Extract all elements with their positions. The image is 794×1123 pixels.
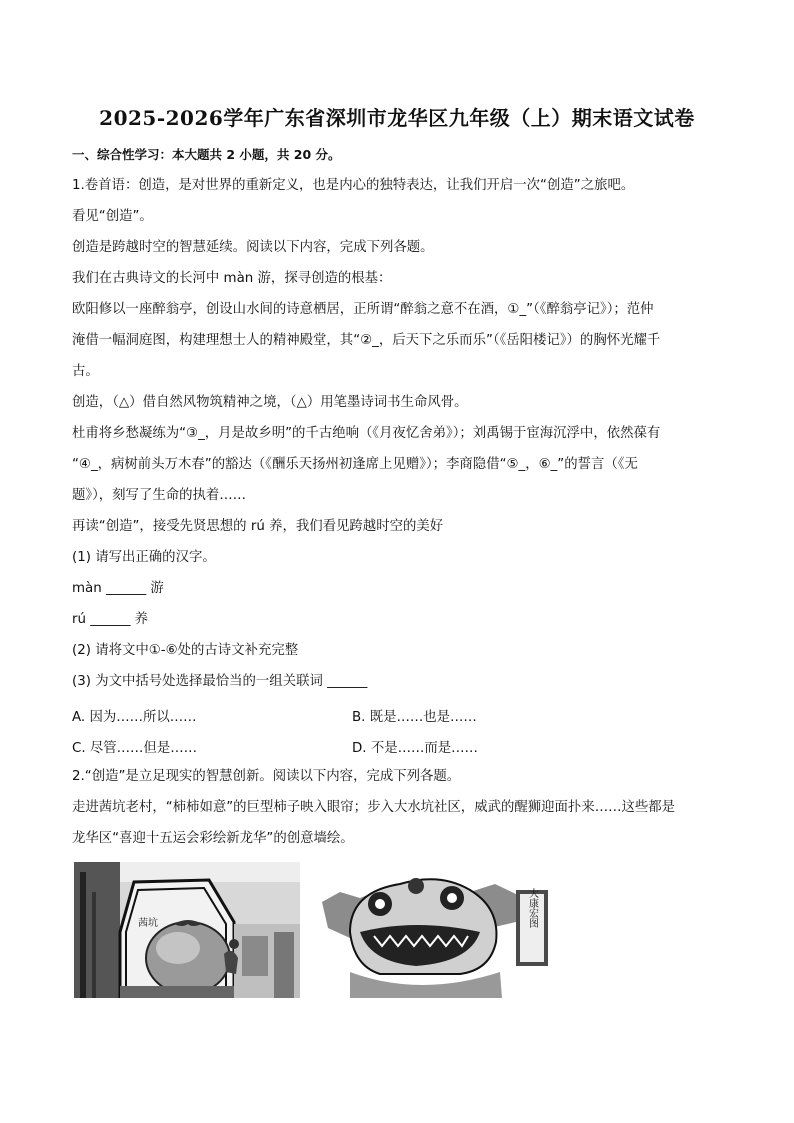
q2-paragraph: 龙华区“喜迎十五运会彩绘新龙华”的创意墙绘。 bbox=[72, 831, 354, 846]
q1-paragraph: 淹借一幅洞庭图，构建理想士人的精神殿堂，其“②_，后天下之乐而乐”（《岳阳楼记》）的胸怀光耀千 bbox=[72, 333, 661, 348]
q1-see: 看见“创造”。 bbox=[72, 209, 153, 224]
q1-sub3: (3) 为文中括号处选择最恰当的一组关联词 ______ bbox=[72, 674, 368, 689]
q1-paragraph: 欧阳修以一座醉翁亭，创设山水间的诗意栖居，正所谓“醉翁之意不在酒，①_”（《醉翁亭记》）；范仲 bbox=[72, 302, 654, 317]
q1-sub2: (2) 请将文中①-⑥处的古诗文补充完整 bbox=[72, 643, 299, 658]
option-c: C. 尽管……但是…… bbox=[72, 741, 197, 756]
mural-caption: 茜坑 bbox=[138, 918, 158, 929]
option-d: D. 不是……而是…… bbox=[352, 741, 478, 756]
q2-paragraph: 走进茜坑老村，“柿柿如意”的巨型柿子映入眼帘；步入大水坑社区，威武的醒狮迎面扑来……这些都是 bbox=[72, 800, 676, 815]
q1-paragraph: 杜甫将乡愁凝练为“③_，月是故乡明”的千古绝响（《月夜忆舍弟》）；刘禹锡于宦海沉浮中，依然葆有 bbox=[72, 426, 661, 441]
q1-lead: 创造是跨越时空的智慧延续。阅读以下内容，完成下列各题。 bbox=[72, 240, 434, 255]
lion-dance-mural-photo bbox=[320, 862, 550, 998]
q1-paragraph: “④_，病树前头万木春”的豁达（《酬乐天扬州初逢席上见赠》）；李商隐借“⑤_，⑥_”的誓言（《无 bbox=[72, 457, 638, 472]
q1-sub1: (1) 请写出正确的汉字。 bbox=[72, 550, 216, 565]
q1-paragraph: 题》），刻写了生命的执着…… bbox=[72, 488, 247, 503]
section-heading: 一、综合性学习：本大题共 2 小题，共 20 分。 bbox=[72, 147, 341, 162]
persimmon-mural-photo bbox=[74, 862, 300, 998]
q1-paragraph: 创造，（△）借自然风物筑精神之境，（△）用笔墨诗词书生命风骨。 bbox=[72, 395, 468, 410]
q1-sub1-blank-b: rú ______ 养 bbox=[72, 612, 149, 627]
q1-intro: 1.卷首语：创造，是对世界的重新定义，也是内心的独特表达，让我们开启一次“创造”之旅吧。 bbox=[72, 178, 635, 193]
q1-paragraph: 再读“创造”，接受先贤思想的 rú 养，我们看见跨越时空的美好 bbox=[72, 519, 444, 534]
sign-text: 大康宏图 bbox=[526, 888, 538, 928]
page-title: 2025-2026学年广东省深圳市龙华区九年级（上）期末语文试卷 bbox=[99, 106, 695, 130]
q2-intro: 2.“创造”是立足现实的智慧创新。阅读以下内容，完成下列各题。 bbox=[72, 769, 461, 784]
q1-paragraph: 古。 bbox=[72, 364, 99, 379]
q1-paragraph: 我们在古典诗文的长河中 màn 游，探寻创造的根基： bbox=[72, 271, 392, 286]
option-a: A. 因为……所以…… bbox=[72, 710, 197, 725]
q1-sub1-blank-a: màn ______ 游 bbox=[72, 581, 164, 596]
option-b: B. 既是……也是…… bbox=[352, 710, 477, 725]
